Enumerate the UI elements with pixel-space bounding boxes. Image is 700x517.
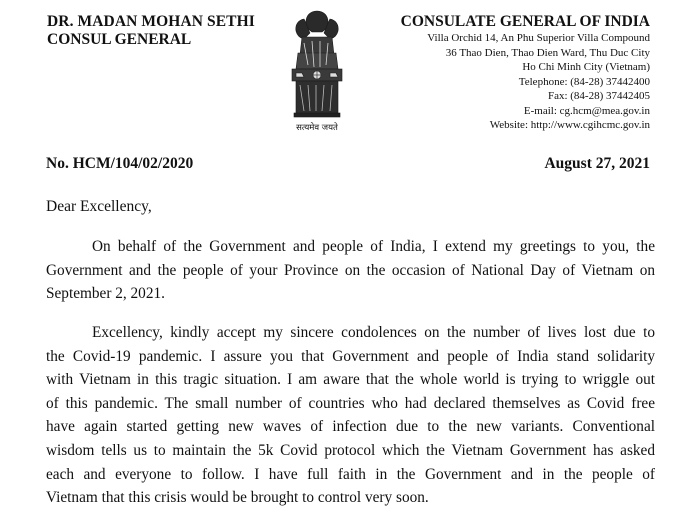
consulate-address <box>427 31 650 133</box>
national-emblem-icon <box>282 7 352 137</box>
telephone: Telephone: (84-28) 37442400 <box>518 75 650 88</box>
letter-date: August 27, 2021 <box>544 155 650 172</box>
text-line: have again started getting new waves of infection due to the new variants. Conventional <box>46 418 655 436</box>
sender-title: CONSUL GENERAL <box>47 31 192 48</box>
paragraph-greetings <box>46 235 655 306</box>
address-line: Ho Chi Minh City (Vietnam) <box>522 61 650 73</box>
text-line: of this pandemic. The small number of countries who had declared themselves as Covid free <box>46 394 655 412</box>
text-line: Vietnam that this crisis would be brought to control very soon. <box>46 489 429 507</box>
consulate-name: CONSULATE GENERAL OF INDIA <box>400 13 650 30</box>
fax: Fax: (84-28) 37442405 <box>547 90 650 102</box>
emblem-motto: सत्यमेव जयते <box>296 123 338 133</box>
website[interactable]: Website: http://www.cgihcmc.gov.in <box>489 119 650 131</box>
text-line: with Vietnam in this tragic situation. I am aware that the whole world is trying to wriggle out <box>46 371 655 389</box>
text-line: Government and the people of your Province on the occasion of National Day of Vietnam on <box>46 261 655 279</box>
address-line: 36 Thao Dien, Thao Dien Ward, Thu Duc City <box>445 46 650 59</box>
salutation: Dear Excellency, <box>46 198 152 215</box>
paragraph-condolences <box>46 321 655 510</box>
address-line: Villa Orchid 14, An Phu Superior Villa Compound <box>427 32 650 44</box>
text-line: the Covid-19 pandemic. I assure you that Government and people of India stand solidarity <box>46 347 655 365</box>
reference-number: No. HCM/104/02/2020 <box>46 155 194 172</box>
text-line: Excellency, kindly accept my sincere condolences on the number of lives lost due to <box>92 324 655 341</box>
text-line: September 2, 2021. <box>46 285 165 303</box>
email[interactable]: E-mail: cg.hcm@mea.gov.in <box>523 104 650 117</box>
sender-name: DR. MADAN MOHAN SETHI <box>47 13 255 30</box>
text-line: wisdom tells us to maintain the 5k Covid protocol which the Vietnam Government has asked <box>46 441 655 459</box>
text-line: each and everyone to follow. I have full faith in the Government and in the people of <box>46 465 655 483</box>
text-line: On behalf of the Government and people of India, I extend my greetings to you, the <box>92 238 655 255</box>
